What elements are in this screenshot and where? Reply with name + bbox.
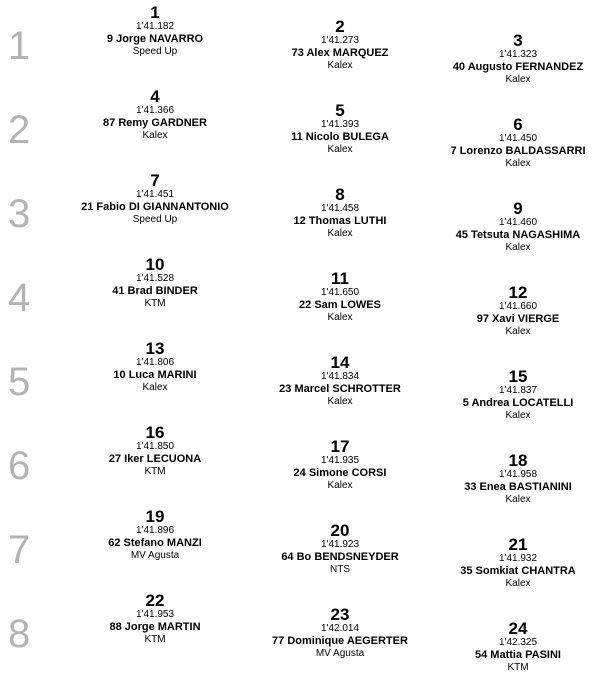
lap-time: 1'41.458 xyxy=(320,203,360,214)
rider-name: 35 Somkiat CHANTRA xyxy=(460,565,576,577)
lap-time: 1'41.923 xyxy=(320,539,360,550)
grid-slot xyxy=(240,18,440,72)
grid-position: 21 xyxy=(508,535,528,554)
lap-time: 1'41.182 xyxy=(135,21,175,32)
team-name: Kalex xyxy=(142,382,168,393)
lap-time: 1'41.935 xyxy=(320,455,360,466)
grid-slot xyxy=(55,508,255,562)
grid-row-number: 1 xyxy=(8,24,31,68)
grid-position: 9 xyxy=(513,199,523,218)
lap-time: 1'41.896 xyxy=(135,525,175,536)
grid-position: 23 xyxy=(330,605,350,624)
rider-name: 11 Nicolo BULEGA xyxy=(291,131,389,143)
grid-slot xyxy=(55,424,255,478)
team-name: Kalex xyxy=(505,410,531,421)
grid-slot xyxy=(240,438,440,492)
lap-time: 1'41.273 xyxy=(320,35,360,46)
grid-slot xyxy=(55,88,255,142)
grid-position: 14 xyxy=(330,353,350,372)
team-name: Kalex xyxy=(505,242,531,253)
lap-time: 1'41.323 xyxy=(498,49,538,60)
grid-slot xyxy=(55,256,255,310)
team-name: Kalex xyxy=(505,158,531,169)
grid-position: 4 xyxy=(150,87,160,106)
rider-name: 7 Lorenzo BALDASSARRI xyxy=(450,145,586,157)
grid-position: 11 xyxy=(331,269,349,288)
grid-position: 3 xyxy=(513,31,523,50)
grid-slot xyxy=(418,200,605,254)
team-name: Kalex xyxy=(505,326,531,337)
grid-row-number: 8 xyxy=(8,612,31,656)
rider-name: 97 Xavi VIERGE xyxy=(476,313,560,325)
team-name: KTM xyxy=(144,298,166,309)
grid-position: 10 xyxy=(145,255,165,274)
team-name: Kalex xyxy=(327,396,353,407)
grid-slot xyxy=(240,102,440,156)
rider-name: 27 Iker LECUONA xyxy=(108,453,202,465)
team-name: Kalex xyxy=(327,312,353,323)
grid-slot xyxy=(418,620,605,674)
rider-name: 23 Marcel SCHROTTER xyxy=(279,383,401,395)
lap-time: 1'41.660 xyxy=(498,301,538,312)
team-name: Kalex xyxy=(327,480,353,491)
grid-position: 1 xyxy=(150,3,160,22)
grid-position: 2 xyxy=(335,17,345,36)
rider-name: 62 Stefano MANZI xyxy=(108,537,202,549)
grid-slot xyxy=(240,186,440,240)
lap-time: 1'41.837 xyxy=(498,385,538,396)
grid-slot xyxy=(418,536,605,590)
rider-name: 5 Andrea LOCATELLI xyxy=(462,397,574,409)
team-name: Kalex xyxy=(327,60,353,71)
grid-row-number: 7 xyxy=(8,528,31,572)
grid-row-number: 2 xyxy=(8,108,31,152)
grid-slot xyxy=(240,522,440,576)
rider-name: 87 Remy GARDNER xyxy=(103,117,207,129)
grid-slot xyxy=(55,172,255,226)
rider-name: 88 Jorge MARTIN xyxy=(109,621,201,633)
lap-time: 1'41.953 xyxy=(135,609,175,620)
rider-name: 10 Luca MARINI xyxy=(113,369,197,381)
lap-time: 1'41.806 xyxy=(135,357,175,368)
lap-time: 1'41.932 xyxy=(498,553,538,564)
grid-slot xyxy=(240,354,440,408)
grid-position: 13 xyxy=(145,339,165,358)
team-name: KTM xyxy=(144,466,166,477)
rider-name: 21 Fabio DI GIANNANTONIO xyxy=(81,201,229,213)
lap-time: 1'41.834 xyxy=(320,371,360,382)
team-name: Kalex xyxy=(142,130,168,141)
grid-slot xyxy=(418,32,605,86)
grid-position: 5 xyxy=(335,101,345,120)
team-name: Kalex xyxy=(327,144,353,155)
rider-name: 9 Jorge NAVARRO xyxy=(106,33,204,45)
grid-slot xyxy=(418,368,605,422)
rider-name: 24 Simone CORSI xyxy=(293,467,387,479)
lap-time: 1'41.393 xyxy=(320,119,360,130)
rider-name: 33 Enea BASTIANINI xyxy=(464,481,572,493)
grid-slot xyxy=(418,284,605,338)
rider-name: 45 Tetsuta NAGASHIMA xyxy=(455,229,581,241)
grid-row-number: 5 xyxy=(8,360,31,404)
lap-time: 1'41.650 xyxy=(320,287,360,298)
lap-time: 1'42.014 xyxy=(320,623,360,634)
grid-position: 18 xyxy=(508,451,528,470)
grid-slot xyxy=(55,592,255,646)
lap-time: 1'41.366 xyxy=(135,105,175,116)
grid-position: 22 xyxy=(145,591,165,610)
team-name: Speed Up xyxy=(132,214,178,225)
lap-time: 1'41.460 xyxy=(498,217,538,228)
lap-time: 1'41.528 xyxy=(135,273,175,284)
grid-slot xyxy=(418,116,605,170)
team-name: KTM xyxy=(507,662,529,673)
lap-time: 1'41.850 xyxy=(135,441,175,452)
lap-time: 1'41.451 xyxy=(135,189,175,200)
grid-position: 12 xyxy=(508,283,528,302)
lap-time: 1'42.325 xyxy=(498,637,538,648)
grid-slot xyxy=(55,4,255,58)
lap-time: 1'41.450 xyxy=(498,133,538,144)
team-name: NTS xyxy=(330,564,350,575)
grid-position: 20 xyxy=(330,521,350,540)
team-name: Kalex xyxy=(327,228,353,239)
grid-position: 24 xyxy=(508,619,528,638)
team-name: Kalex xyxy=(505,74,531,85)
lap-time: 1'41.958 xyxy=(498,469,538,480)
grid-position: 17 xyxy=(330,437,350,456)
team-name: Speed Up xyxy=(132,46,178,57)
team-name: KTM xyxy=(144,634,166,645)
grid-slot xyxy=(240,606,440,660)
team-name: Kalex xyxy=(505,494,531,505)
grid-position: 15 xyxy=(508,367,528,386)
rider-name: 41 Brad BINDER xyxy=(112,285,198,297)
rider-name: 77 Dominique AEGERTER xyxy=(272,635,408,647)
grid-row-number: 3 xyxy=(8,192,31,236)
grid-position: 19 xyxy=(145,507,165,526)
grid-row-number: 4 xyxy=(8,276,31,320)
rider-name: 73 Alex MARQUEZ xyxy=(291,47,389,59)
grid-slot xyxy=(418,452,605,506)
team-name: Kalex xyxy=(505,578,531,589)
grid-slot xyxy=(55,340,255,394)
grid-position: 6 xyxy=(513,115,523,134)
rider-name: 64 Bo BENDSNEYDER xyxy=(281,551,399,563)
grid-slot xyxy=(240,270,440,324)
rider-name: 12 Thomas LUTHI xyxy=(293,215,387,227)
rider-name: 54 Mattia PASINI xyxy=(475,649,561,661)
grid-position: 7 xyxy=(150,171,160,190)
grid-position: 16 xyxy=(145,423,165,442)
team-name: MV Agusta xyxy=(315,648,365,659)
grid-position: 8 xyxy=(335,185,345,204)
rider-name: 40 Augusto FERNANDEZ xyxy=(452,61,584,73)
rider-name: 22 Sam LOWES xyxy=(299,299,381,311)
team-name: MV Agusta xyxy=(130,550,180,561)
grid-row-number: 6 xyxy=(8,444,31,488)
